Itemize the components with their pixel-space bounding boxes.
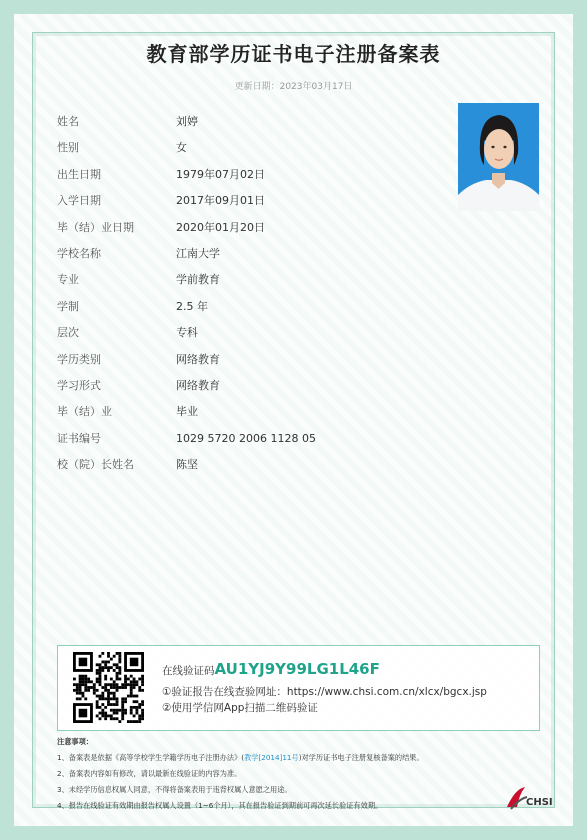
note-text: 1、备案表是依据《高等学校学生学籍学历电子注册办法》( [57,753,245,762]
note-item: 4、报告在线验证有效期由报告权属人设置（1~6个月），其在报告验证到期前可再次延长验证有效期。 [57,801,383,810]
field-label: 证书编号 [57,431,101,445]
field-row-category [57,348,457,374]
chsi-logo-text: CHSI [526,797,553,808]
field-value: 江南大学 [176,246,220,260]
id-photo [458,103,539,211]
field-row-major [57,268,457,294]
field-row-enroll-date [57,189,457,215]
page-title: 教育部学历证书电子注册备案表 [146,42,441,66]
regulation-link[interactable]: 教学[2014]11号 [244,753,299,762]
field-label: 学习形式 [57,378,101,392]
field-value: 2.5 年 [176,299,208,313]
field-value: 2020年01月20日 [176,220,265,234]
field-value: 陈坚 [176,458,198,472]
field-value: 学前教育 [176,273,220,287]
field-value: 1029 5720 2006 1128 05 [176,431,316,445]
note-item: 3、未经学历信息权属人同意，不得将备案表用于违背权属人意愿之用途。 [57,785,292,794]
verification-panel [57,645,540,731]
field-label: 学制 [57,299,79,313]
field-value: 专科 [176,326,198,340]
verification-code-label: 在线验证码 [162,665,215,677]
field-label: 入学日期 [57,194,101,208]
verification-code: AU1YJ9Y99LG1L46F [214,660,380,678]
field-label: 学历类别 [57,352,101,366]
field-value: 女 [176,141,187,155]
notes-section [57,737,517,817]
field-row-study-form [57,374,457,400]
notes-title: 注意事项： [57,737,93,746]
field-label: 出生日期 [57,167,101,181]
field-row-duration [57,295,457,321]
field-value: 2017年09月01日 [176,194,265,208]
info-table [57,110,457,479]
field-value: 网络教育 [176,352,220,366]
note-item: 2、备案表内容如有修改，请以最新在线验证的内容为准。 [57,769,242,778]
field-label: 学校名称 [57,246,101,260]
field-row-graduation-date [57,216,457,242]
person-photo-icon [458,103,539,211]
qr-code-icon[interactable] [73,652,144,723]
verification-app-text: ②使用学信网App扫描二维码验证 [162,702,318,714]
field-value: 网络教育 [176,378,220,392]
update-date: 更新日期：2023年03月17日 [234,82,353,92]
field-label: 专业 [57,273,79,287]
field-value: 刘婷 [176,115,198,128]
field-row-completion [57,400,457,426]
field-value: 1979年07月02日 [176,167,265,181]
field-label: 性别 [57,141,79,155]
field-row-level [57,321,457,347]
field-label: 毕（结）业 [57,405,112,419]
field-label: 姓名 [57,115,79,128]
field-label: 毕（结）业日期 [57,220,134,234]
field-label: 层次 [57,326,79,340]
field-row-school [57,242,457,268]
field-row-name [57,110,457,136]
field-row-president [57,453,457,479]
field-row-certificate-number [57,427,457,453]
field-row-gender [57,136,457,162]
verification-url-text: ①验证报告在线查验网址：https://www.chsi.com.cn/xlcx/bgcx.jsp [162,686,487,698]
verification-code-line [162,660,380,678]
field-value: 毕业 [176,405,198,419]
field-label: 校（院）长姓名 [57,458,134,472]
note-text: )对学历证书电子注册复核备案的结果。 [298,753,424,762]
field-row-birthdate [57,163,457,189]
note-item [57,753,517,763]
